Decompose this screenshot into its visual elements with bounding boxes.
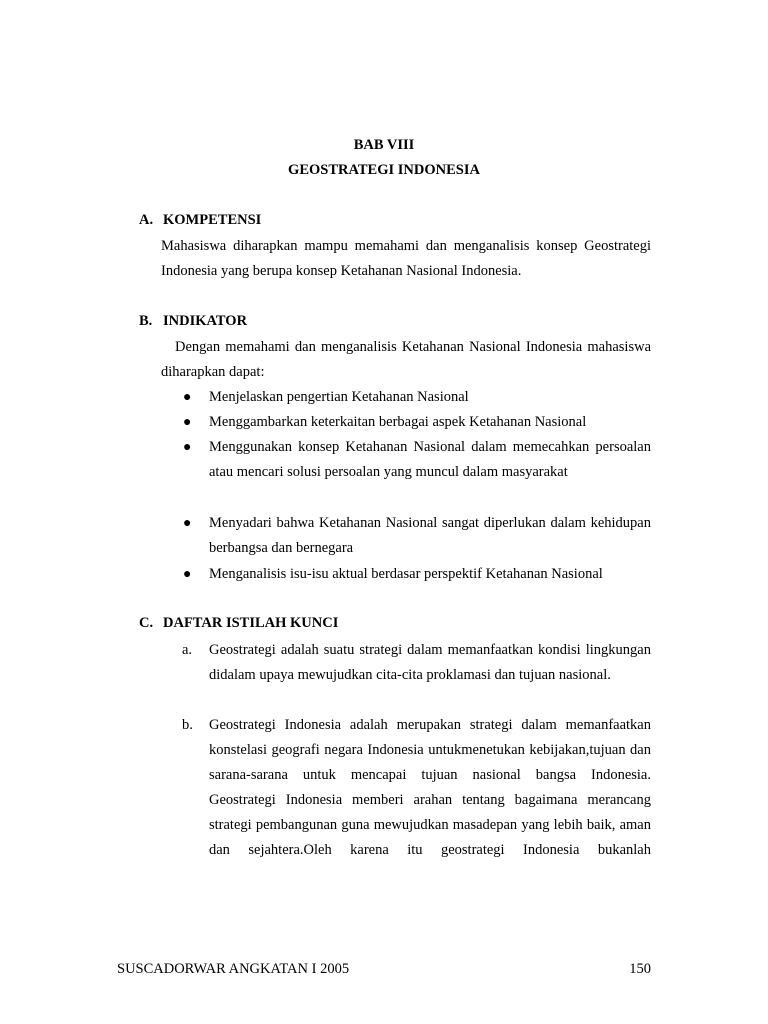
section-c-title: DAFTAR ISTILAH KUNCI bbox=[163, 615, 339, 631]
indicator-item: Menganalisis isu-isu aktual berdasar perspektif Ketahanan Nasional bbox=[209, 566, 603, 582]
section-a-letter: A. bbox=[139, 212, 154, 228]
chapter-title: GEOSTRATEGI INDONESIA bbox=[288, 162, 480, 178]
indicator-item: Menyadari bahwa Ketahanan Nasional sangat diperlukan dalam kehidupan berbangsa dan bernegara bbox=[209, 515, 651, 556]
term-item: Geostrategi adalah suatu strategi dalam memanfaatkan kondisi lingkungan didalam upaya mewujudkan cita-cita proklamasi dan tujuan nasional. bbox=[209, 642, 651, 683]
bullet-icon: ● bbox=[183, 516, 192, 531]
bullet-icon: ● bbox=[183, 440, 192, 455]
section-a-text: Mahasiswa diharapkan mampu memahami dan menganalisis konsep Geostrategi Indonesia yang berupa konsep Ketahanan Nasional Indonesia. bbox=[161, 238, 651, 279]
bullet-icon: ● bbox=[183, 415, 192, 430]
term-item: Geostrategi Indonesia adalah merupakan strategi dalam memanfaatkan konstelasi geografi negara Indonesia untukmenetukan kebijakan,tujuan dan sarana-sarana untuk mencapai tujuan nasional bangsa Indonesia. Geostrategi Indonesia memberi arahan tentang bagaimana merancang strategi pembangunan guna mewujudkan masadepan yang lebih baik, aman dan sejahtera.Oleh karena itu geostrategi Indonesia bukanlah bbox=[209, 717, 651, 858]
section-a-heading bbox=[139, 212, 261, 229]
section-a-title: KOMPETENSI bbox=[163, 212, 262, 228]
indicator-item: Menggunakan konsep Ketahanan Nasional dalam memecahkan persoalan atau mencari solusi persoalan yang muncul dalam masyarakat bbox=[209, 439, 651, 480]
section-b-letter: B. bbox=[139, 313, 153, 329]
term-marker: a. bbox=[182, 642, 193, 658]
indicator-item: Menggambarkan keterkaitan berbagai aspek Ketahanan Nasional bbox=[209, 414, 587, 430]
section-b-title: INDIKATOR bbox=[163, 313, 248, 329]
chapter-number: BAB VIII bbox=[353, 137, 415, 153]
bullet-icon: ● bbox=[183, 390, 192, 405]
page-number: 150 bbox=[629, 961, 651, 977]
section-c-heading bbox=[139, 615, 338, 632]
section-c-letter: C. bbox=[139, 615, 154, 631]
indicator-item: Menjelaskan pengertian Ketahanan Nasional bbox=[209, 389, 469, 405]
footer-title: SUSCADORWAR ANGKATAN I 2005 bbox=[117, 961, 350, 977]
term-marker: b. bbox=[182, 717, 193, 733]
section-b-heading bbox=[139, 313, 247, 330]
bullet-icon: ● bbox=[183, 567, 192, 582]
section-b-intro: Dengan memahami dan menganalisis Ketahanan Nasional Indonesia mahasiswa diharapkan dapat: bbox=[161, 339, 651, 380]
